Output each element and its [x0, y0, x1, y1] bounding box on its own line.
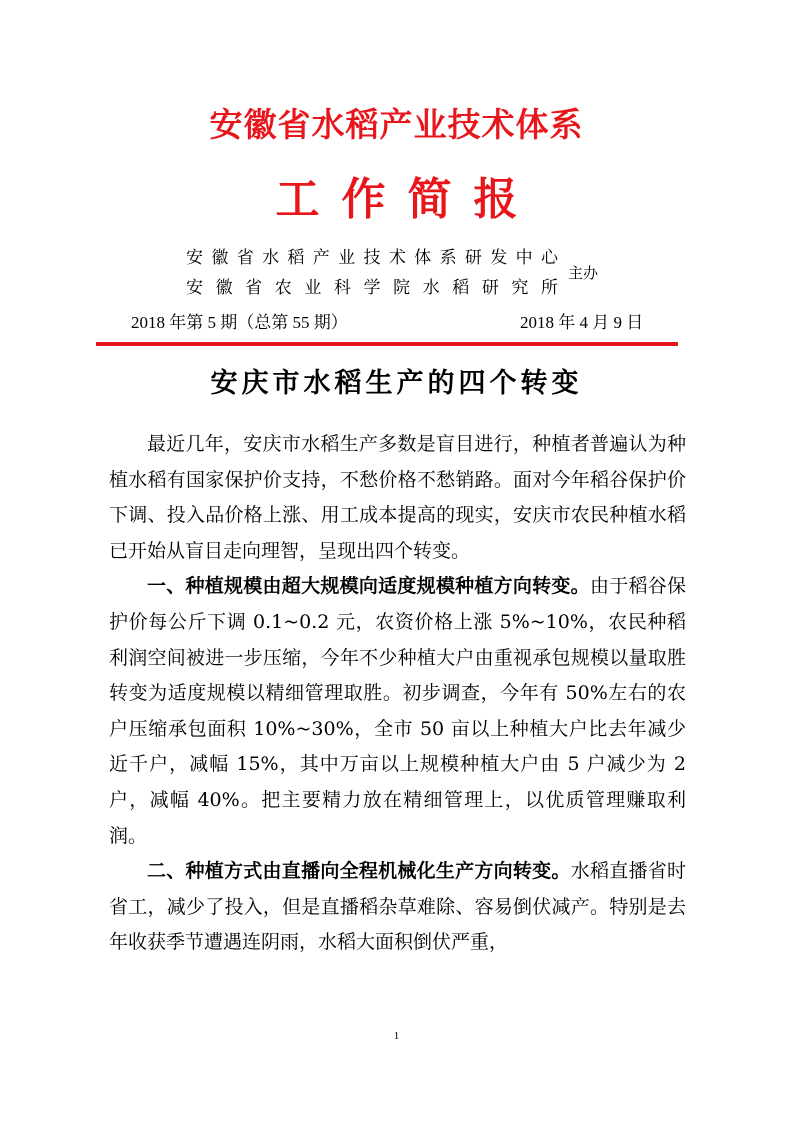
article-title: 安庆市水稻生产的四个转变: [210, 368, 583, 399]
organizer-line-2: 安徽省农业科学院水稻研究所: [186, 278, 558, 298]
red-divider-rule: [96, 342, 678, 346]
paragraph-text: 由于稻谷保护价每公斤下调 0.1~0.2 元，农资价格上涨 5%~10%，农民种稻利润空间被进一步压缩，今年不少种植大户由重视承包规模以量取胜转变为适度规模以精细管理取胜。初步调查，今年有 50%左右的农户压缩承包面积 10%~30%，全市 50 亩以上种植大户比去年减少近千户，减幅 15%，其中万亩以上规模种植大户由 5 户减少为 2 户，减幅 40%。把主要精力放在精细管理上，以优质管理赚取利润。: [109, 575, 686, 847]
paragraph: [109, 854, 686, 961]
article-body: [109, 427, 686, 961]
paragraph: [109, 569, 686, 854]
paragraph: [109, 427, 686, 569]
page-number: 1: [393, 1030, 400, 1042]
paragraph-text: 水稻直播省时省工，减少了投入，但是直播稻杂草难除、容易倒伏减产。特别是去年收获季节遭遇连阴雨，水稻大面积倒伏严重，: [109, 860, 686, 954]
issue-number: 2018 年第 5 期（总第 55 期）: [131, 313, 348, 332]
host-label: 主办: [568, 264, 599, 282]
masthead-title: 安徽省水稻产业技术体系: [209, 105, 584, 144]
paragraph-text: 最近几年，安庆市水稻生产多数是盲目进行，种植者普遍认为种植水稻有国家保护价支持，不愁价格不愁销路。面对今年稻谷保护价下调、投入品价格上涨、用工成本提高的现实，安庆市农民种植水稻已开始从盲目走向理智，呈现出四个转变。: [109, 433, 686, 562]
paragraph-lead: 一、种植规模由超大规模向适度规模种植方向转变。: [147, 575, 590, 598]
masthead-subtitle: 工作简报: [275, 174, 540, 225]
organizer-line-1: 安徽省水稻产业技术体系研发中心: [186, 248, 558, 268]
issue-date: 2018 年 4 月 9 日: [520, 313, 644, 332]
paragraph-lead: 二、种植方式由直播向全程机械化生产方向转变。: [147, 860, 571, 883]
